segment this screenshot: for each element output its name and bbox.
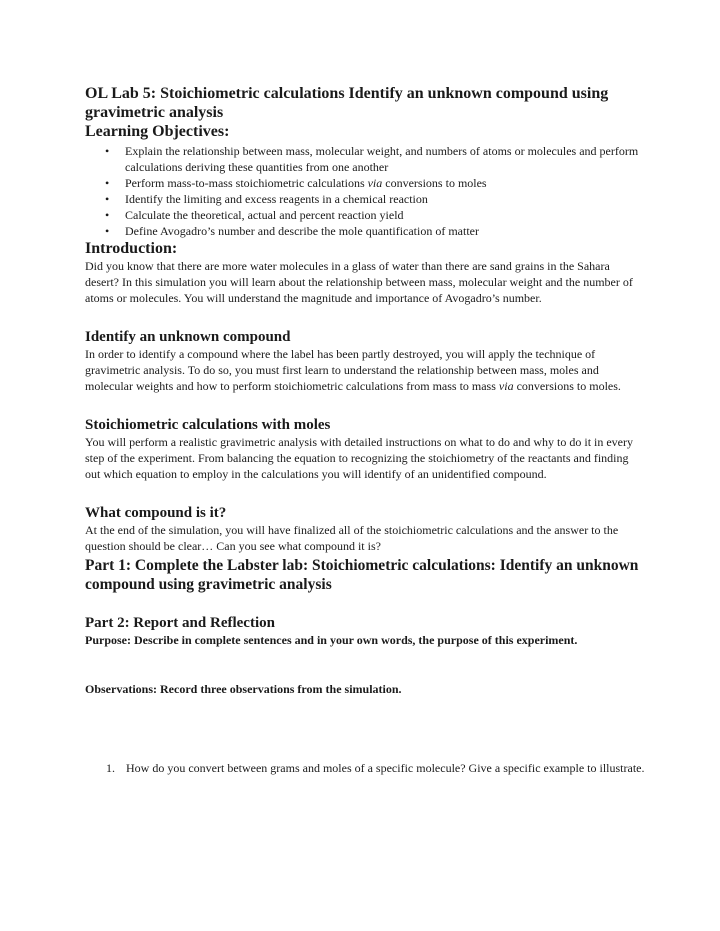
introduction-heading: Introduction: [85,240,178,257]
identify-text-start: In order to identify a compound where the label has been partly destroyed, you will apply the technique of gravimetric analysis. To do so, you must first learn to understand the relationship between mass, moles and molecular weights and how to perform stoichiometric calculations from mass to mass [85,347,599,393]
what-compound-heading: What compound is it? [85,505,227,521]
identify-heading: Identify an unknown compound [85,329,291,345]
objective-item [105,175,645,191]
question-text: How do you convert between grams and moles of a specific molecule? Give a specific example to illustrate. [126,761,645,775]
learning-objectives-heading: Learning Objectives: [85,123,230,140]
bullet-icon: • [105,192,110,206]
identify-text-end: conversions to moles. [513,379,621,393]
bullet-icon: • [105,208,110,222]
document-content [85,84,645,776]
learning-objectives-list [85,143,645,239]
objective-text: Perform mass-to-mass stoichiometric calculations [125,176,368,190]
observations-text: Observations: Record three observations from the simulation. [85,682,402,696]
objective-item [105,223,645,239]
questions-list [85,760,645,776]
part1-heading: Part 1: Complete the Labster lab: Stoichiometric calculations: Identify an unknown compound using gravimetric analysis [85,557,639,593]
identify-emphasis: via [498,379,514,393]
objective-text: Calculate the theoretical, actual and percent reaction yield [125,208,404,222]
part2-heading: Part 2: Report and Reflection [85,615,275,631]
stoich-moles-text: You will perform a realistic gravimetric analysis with detailed instructions on what to do and why to do it in every step of the experiment. From balancing the equation to recognizing the stoichiometry of the reactants and finding out which equation to employ in the calculations you will identify of an unidentified compound. [85,435,634,481]
what-compound-text: At the end of the simulation, you will have finalized all of the stoichiometric calculations and the answer to the question should be clear… Can you see what compound it is? [85,523,619,553]
objective-item [105,207,645,223]
bullet-icon: • [105,224,110,238]
introduction-text: Did you know that there are more water molecules in a glass of water than there are sand grains in the Sahara desert? In this simulation you will learn about the relationship between mass, molecular weight and the number of atoms or molecules. You will understand the magnitude and importance of Avogadro’s number. [85,259,633,305]
stoich-moles-heading: Stoichiometric calculations with moles [85,417,331,433]
bullet-icon: • [105,144,110,158]
objective-text: Identify the limiting and excess reagents in a chemical reaction [125,192,428,206]
objective-item [105,143,645,175]
objective-emphasis: via [367,176,383,190]
objective-item [105,191,645,207]
bullet-icon: • [105,176,110,190]
objective-text: Define Avogadro’s number and describe the mole quantification of matter [125,224,479,238]
objective-text: Explain the relationship between mass, molecular weight, and numbers of atoms or molecules and perform calculations deriving these quantities from one another [125,144,639,174]
question-number: 1. [106,761,115,775]
identify-text [85,346,645,394]
objective-text-end: conversions to moles [382,176,487,190]
question-item [106,760,645,776]
document-title: OL Lab 5: Stoichiometric calculations Identify an unknown compound using gravimetric analysis [85,85,609,121]
purpose-text: Purpose: Describe in complete sentences and in your own words, the purpose of this experiment. [85,633,578,647]
